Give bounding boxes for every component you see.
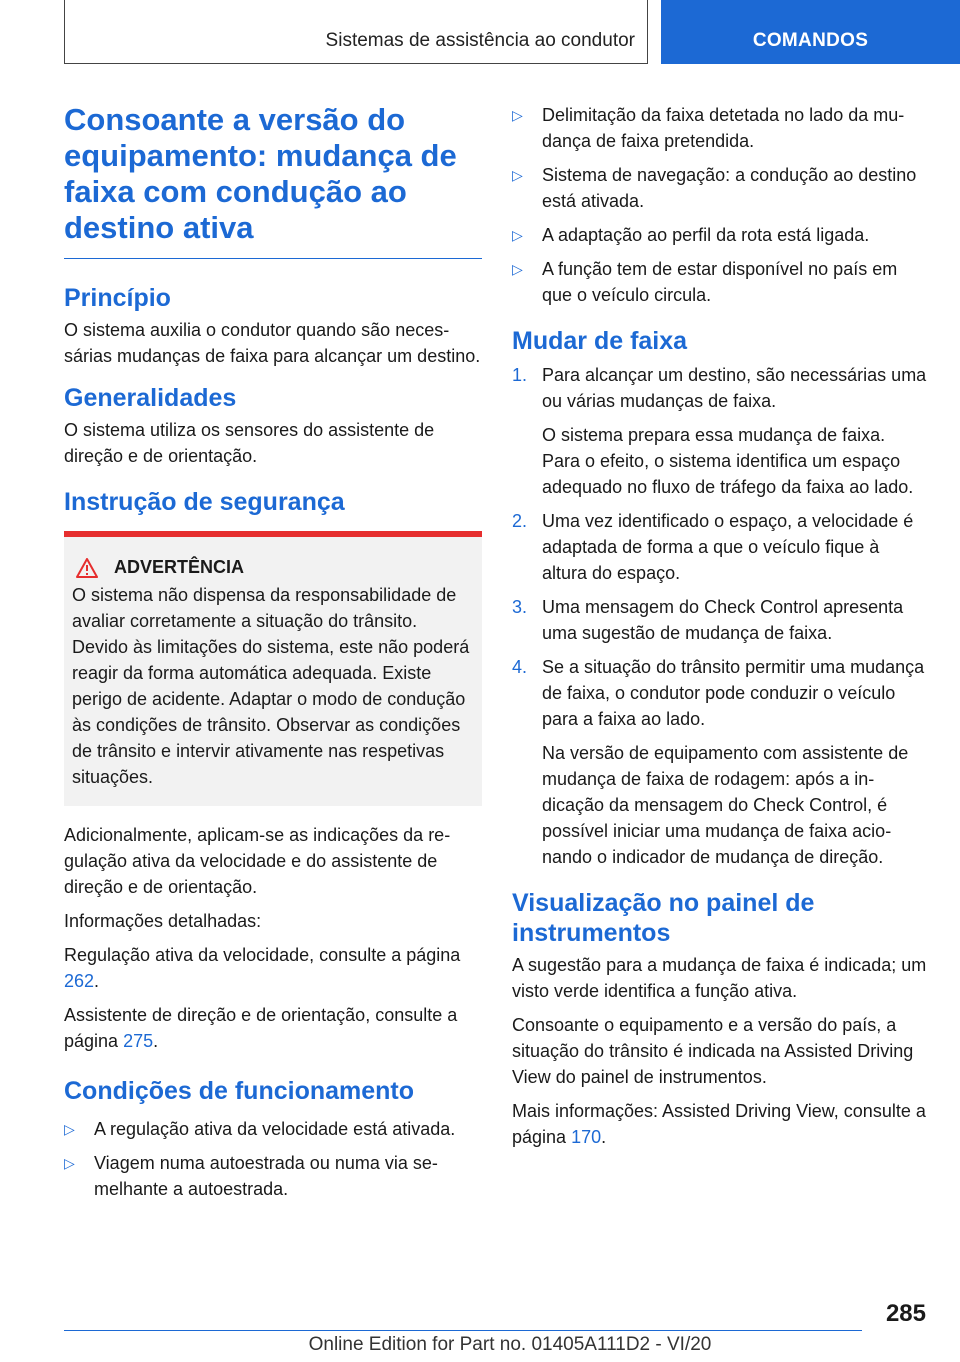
right-column <box>512 102 928 1158</box>
list-condicoes-left <box>64 1116 482 1202</box>
footer-divider <box>64 1330 862 1331</box>
text-after-warning: Adicionalmente, aplicam-se as indicações da regulação ativa da velocidade e do assistente de direção e de orientação. <box>64 825 451 897</box>
step-subtext: Na versão de equipamento com assistente de mudança de faixa de rodagem: após a indicação da mensagem do Check Control, é possível iniciar uma mudança de faixa acionando o indicador de mudança de direção. <box>542 743 909 867</box>
heading-condicoes: Condições de funcionamento <box>64 1077 415 1105</box>
list-item-text: A regulação ativa da velocidade está ativada. <box>94 1119 456 1139</box>
heading-mudar-faixa: Mudar de faixa <box>512 327 688 355</box>
step-text: Para alcançar um destino, são necessárias uma ou várias mudanças de faixa. <box>542 365 927 411</box>
list-item <box>64 1116 482 1142</box>
warning-label: ADVERTÊNCIA <box>114 557 245 577</box>
text-principio: O sistema auxilia o condutor quando são necessárias mudanças de faixa para alcançar um destino. <box>64 320 481 366</box>
section-generalidades <box>64 383 482 469</box>
left-column <box>64 102 482 1212</box>
warning-box <box>64 531 482 806</box>
ref-steering-assist: Assistente de direção e de orientação, consulte a página 275. <box>64 1005 458 1051</box>
header-section-label: Sistemas de assistência ao condutor <box>325 29 635 51</box>
step-text: Uma vez identificado o espaço, a velocidade é adaptada de forma a que o veículo fique à altura do espaço. <box>542 511 914 583</box>
step-item <box>512 654 928 870</box>
section-principio <box>64 283 482 369</box>
triangle-bullet-icon: ▷ <box>512 227 523 243</box>
triangle-bullet-icon: ▷ <box>64 1155 75 1171</box>
step-item <box>512 508 928 586</box>
list-condicoes-right <box>512 102 928 308</box>
warning-text: O sistema não dispensa da responsabilidade de avaliar corretamente a situação do trânsito. Devido às limitações do sistema, este não poderá reagir da forma automática adequada. Existe perigo de acidente. Adaptar o modo de condução às condições de trânsito. Observar as condições de trânsito e intervir ativamente nas respetivas situações. <box>72 585 470 787</box>
footer-edition: Online Edition for Part no. 01405A111D2 - VI/20 <box>308 1334 712 1355</box>
warning-triangle-icon <box>76 558 98 578</box>
header-chapter-label: COMANDOS <box>752 30 869 51</box>
header-section <box>64 0 648 64</box>
triangle-bullet-icon: ▷ <box>512 167 523 183</box>
triangle-bullet-icon: ▷ <box>512 107 523 123</box>
list-item-text: Delimitação da faixa detetada no lado da mudança de faixa pretendida. <box>542 105 905 151</box>
step-number: 2. <box>512 511 528 531</box>
text-visual-3: Mais informações: Assisted Driving View, consulte a página 170. <box>512 1101 926 1147</box>
heading-visualizacao: Visualização no painel de instrumentos <box>512 889 815 947</box>
ref2-text: Assistente de direção e de orientação, consulte a página <box>64 1005 458 1051</box>
link-page-170[interactable]: 170 <box>571 1127 602 1147</box>
list-mudar-faixa <box>512 362 928 870</box>
step-number: 1. <box>512 365 528 385</box>
list-item-text: Viagem numa autoestrada ou numa via semelhante a autoestrada. <box>94 1153 438 1199</box>
step-text: Uma mensagem do Check Control apresenta uma sugestão de mudança de faixa. <box>542 597 904 643</box>
step-number: 4. <box>512 657 528 677</box>
link-page-262[interactable]: 262 <box>64 971 95 991</box>
list-item <box>64 1150 482 1202</box>
page-number: 285 <box>885 1300 926 1327</box>
list-item <box>512 102 928 154</box>
section-seguranca <box>64 487 482 806</box>
text-info-label: Informações detalhadas: <box>64 911 262 931</box>
link-page-275[interactable]: 275 <box>123 1031 154 1051</box>
step-number: 3. <box>512 597 528 617</box>
step-item <box>512 594 928 646</box>
text-visual-2: Consoante o equipamento e a versão do país, a situação do trânsito é indicada na Assisted Driving View do painel de instrumentos. <box>512 1015 914 1087</box>
list-item-text: A função tem de estar disponível no país em que o veículo circula. <box>542 259 898 305</box>
triangle-bullet-icon: ▷ <box>64 1121 75 1137</box>
list-item <box>512 162 928 214</box>
text-visual-1: A sugestão para a mudança de faixa é indicada; um visto verde identifica a função ativa. <box>512 955 927 1001</box>
ref-cruise-control: Regulação ativa da velocidade, consulte a página 262. <box>64 945 461 991</box>
heading-principio: Princípio <box>64 284 171 312</box>
list-item <box>512 222 928 248</box>
step-text: Se a situação do trânsito permitir uma mudança de faixa, o condutor pode conduzir o veículo para a faixa ao lado. <box>542 657 925 729</box>
list-item <box>512 256 928 308</box>
heading-seguranca: Instrução de segurança <box>64 488 345 516</box>
list-item-text: Sistema de navegação: a condução ao destino está ativada. <box>542 165 917 211</box>
header-chapter <box>661 0 960 64</box>
step-item <box>512 362 928 500</box>
title-divider <box>64 258 482 259</box>
warning-title <box>72 557 474 578</box>
triangle-bullet-icon: ▷ <box>512 261 523 277</box>
list-item-text: A adaptação ao perfil da rota está ligada. <box>542 225 870 245</box>
page-title: Consoante a versão do equipamento: mudança de faixa com condução ao destino ativa <box>64 102 457 245</box>
step-subtext: O sistema prepara essa mudança de faixa. Para o efeito, o sistema identifica um espaço adequado no fluxo de tráfego da faixa ao lado. <box>542 425 914 497</box>
ref1-text: Regulação ativa da velocidade, consulte a página <box>64 945 461 965</box>
text-generalidades: O sistema utiliza os sensores do assistente de direção e de orientação. <box>64 420 435 466</box>
visual-3-text: Mais informações: Assisted Driving View, consulte a página <box>512 1101 926 1147</box>
heading-generalidades: Generalidades <box>64 384 237 412</box>
